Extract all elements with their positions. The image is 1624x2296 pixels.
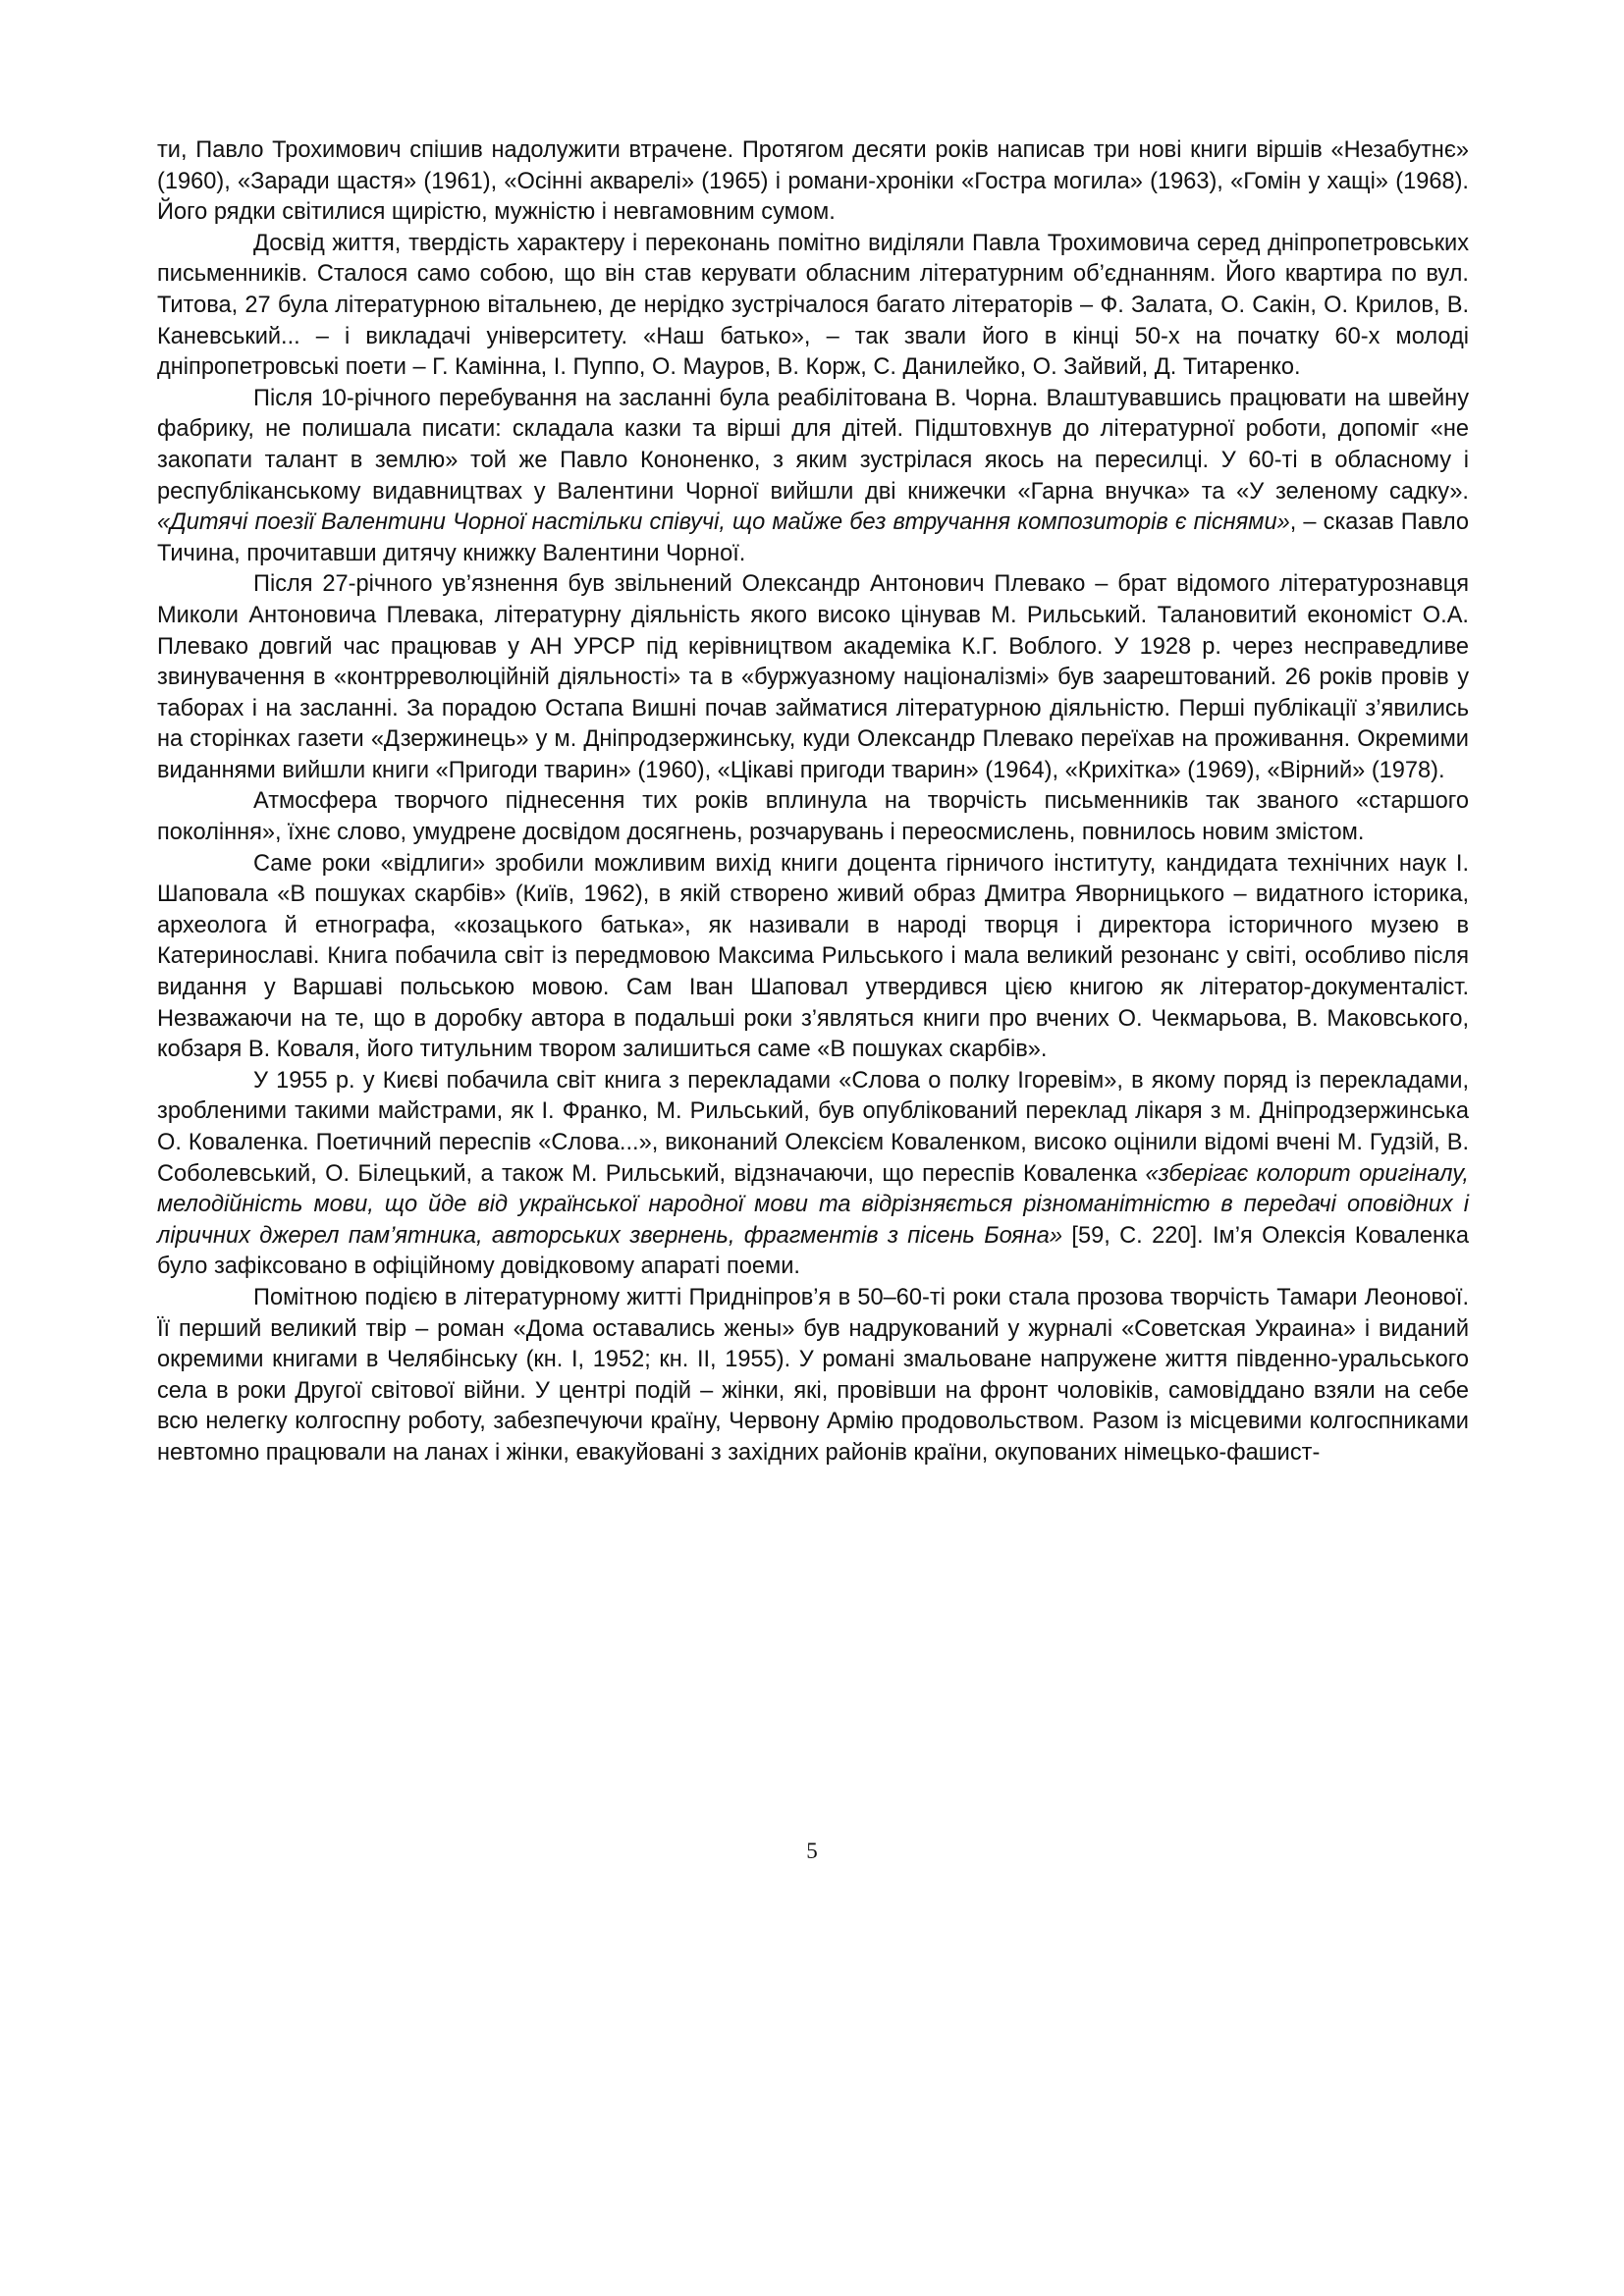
paragraph [157, 384, 1469, 570]
text-run: ти, Павло Трохимович спішив надолужити втрачене. Протягом десяти років написав три нові книги віршів «Незабутнє» (1960), «Заради щастя» (1961), «Осінні акварелі» (1965) і романи-хроніки «Гостра могила» (1963), «Гомін у хащі» (1968). Його рядки світилися щирістю, мужністю і невгамовним сумом. [157, 137, 1469, 226]
text-run: Після 27-річного ув’язнення був звільнений Олександр Антонович Плевако – брат відомого літературознавця Миколи Антоновича Плевака, літературну діяльність якого високо цінував М. Рильський. Талановитий економіст О.А. Плевако довгий час працював у АН УРСР під керівництвом академіка К.Г. Воблого. У 1928 р. через несправедливе звинувачення в «контрреволюційній діяльності» та в «буржуазному націоналізмі» був заарештований. 26 років провів у таборах і на засланні. За порадою Остапа Вишні почав займатися літературною діяльністю. Перші публікації з’явились на сторінках газети «Дзержинець» у м. Дніпродзержинську, куди Олександр Плевако переїхав на проживання. Окремими виданнями вийшли книги «Пригоди тварин» (1960), «Цікаві пригоди тварин» (1964), «Крихітка» (1969), «Вірний» (1978). [157, 571, 1469, 783]
italic-quote: «Дитячі поезії Валентини Чорної настільки співучі, що майже без втручання композиторів є піснями» [157, 509, 1290, 536]
paragraph [157, 229, 1469, 384]
paragraph [157, 569, 1469, 786]
paragraph [157, 135, 1469, 229]
paragraph [157, 1066, 1469, 1283]
italic-quote: «зберігає колорит оригіналу, мелодійність мови, що йде від української народної мови та відрізняється різноманітністю в передачі оповідних і ліричних джерел пам’ятника, авторських звернень, фрагментів з пісень Бояна» [157, 1160, 1469, 1249]
text-run: Досвід життя, твердість характеру і переконань помітно виділяли Павла Трохимовича серед дніпропетровських письменників. Сталося само собою, що він став керувати обласним літературним об’єднанням. Його квартира по вул. Титова, 27 була літературною вітальнею, де нерідко зустрічалося багато літераторів – Ф. Залата, О. Сакін, О. Крилов, В. Каневський... – і викладачі університету. «Наш батько», – так звали його в кінці 50-х на початку 60-х молоді дніпропетровські поети – Г. Камінна, І. Пуппо, О. Мауров, В. Корж, С. Данилейко, О. Зайвий, Д. Титаренко. [157, 230, 1469, 381]
text-run: Атмосфера творчого піднесення тих років вплинула на творчість письменників так званого «старшого покоління», їхнє слово, умудрене досвідом досягнень, розчарувань і переосмислень, повнилось новим змістом. [157, 788, 1469, 846]
paragraph [157, 1283, 1469, 1469]
text-run: У 1955 р. у Києві побачила світ книга з перекладами «Слова о полку Ігоревім», в якому поряд із перекладами, зробленими такими майстрами, як І. Франко, М. Рильський, був опублікований переклад лікаря з м. Дніпродзержинська О. Коваленка. Поетичний переспів «Слова...», виконаний Олексієм Коваленком, високо оцінили відомі вчені М. Гудзій, В. Соболевський, О. Білецький, а також М. Рильський, відзначаючи, що переспів Коваленка [157, 1067, 1469, 1187]
text-run: Саме роки «відлиги» зробили можливим вихід книги доцента гірничого інституту, кандидата технічних наук І. Шаповала «В пошуках скарбів» (Київ, 1962), в якій створено живий образ Дмитра Яворницького – видатного історика, археолога й етнографа, «козацького батька», як називали в народі творця і директора історичного музею в Катеринославі. Книга побачила світ із передмовою Максима Рильського і мала великий резонанс у світі, особливо після видання у Варшаві польською мовою. Сам Іван Шаповал утвердився цією книгою як літератор-документаліст. Незважаючи на те, що в доробку автора в подальші роки з’являться книги про вчених О. Чекмарьова, В. Маковського, кобзаря В. Коваля, його титульним твором залишиться саме «В пошуках скарбів». [157, 850, 1469, 1063]
page-number: 5 [806, 1839, 818, 1863]
text-run: Після 10-річного перебування на засланні була реабілітована В. Чорна. Влаштувавшись працювати на швейну фабрику, не полишала писати: складала казки та вірші для дітей. Підштовхнув до літературної роботи, допоміг «не закопати талант в землю» той же Павло Кононенко, з яким зустрілася якось на пересилці. У 60-ті в обласному і республіканському видавництвах у Валентини Чорної вийшли дві книжечки «Гарна внучка» та «У зеленому садку». [157, 385, 1469, 505]
paragraph [157, 786, 1469, 848]
document-body [157, 135, 1469, 1469]
paragraph [157, 849, 1469, 1066]
text-run: Помітною подією в літературному житті Придніпров’я в 50–60-ті роки стала прозова творчість Тамари Леонової. Її перший великий твір – роман «Дома оставались жены» був надрукований у журналі «Советская Украина» і виданий окремими книгами в Челябінську (кн. І, 1952; кн. ІІ, 1955). У романі змальоване напружене життя південно-уральського села в роки Другої світової війни. У центрі подій – жінки, які, провівши на фронт чоловіків, самовіддано взяли на себе всю нелегку колгоспну роботу, забезпечуючи країну, Червону Армію продовольством. Разом із місцевими колгоспниками невтомно працювали на ланах і жінки, евакуйовані з західних районів країни, окупованих німецько-фашист- [157, 1284, 1469, 1466]
text-run: [59, С. 220]. Ім’я Олексія Коваленка було зафіксовано в офіційному довідковому апараті поеми. [157, 1222, 1469, 1280]
text-run: , – сказав Павло Тичина, прочитавши дитячу книжку Валентини Чорної. [157, 509, 1469, 566]
